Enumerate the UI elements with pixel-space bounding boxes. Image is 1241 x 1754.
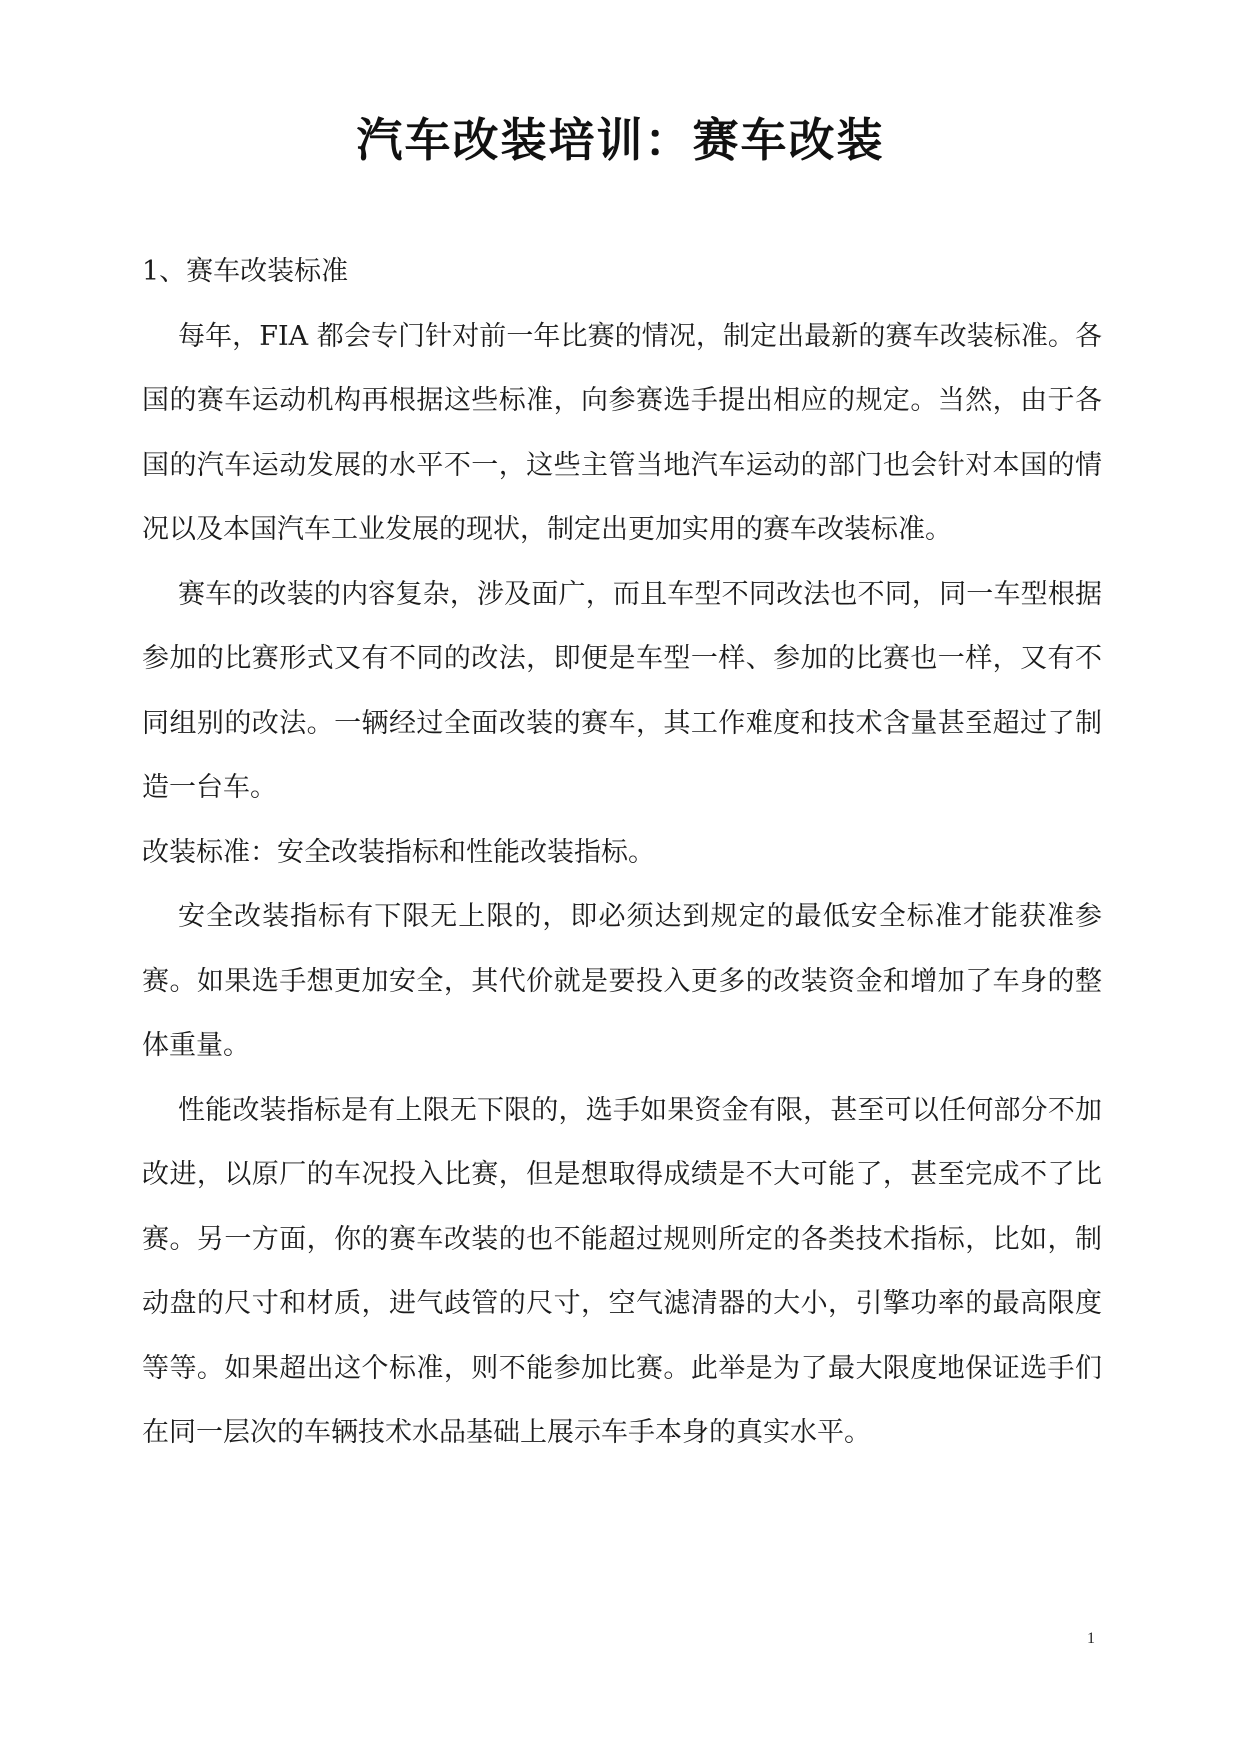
paragraph-standard-types: 改装标准：安全改装指标和性能改装指标。 <box>142 836 655 868</box>
page-number: 1 <box>1087 1630 1095 1647</box>
paragraph-fia-standards: 每年，FIA 都会专门针对前一年比赛的情况，制定出最新的赛车改装标准。各国的赛车运动机构再根据这些标准，向参赛选手提出相应的规定。当然，由于各国的汽车运动发展的水平不一，这些主管当地汽车运动的部门也会针对本国的情况以及本国汽车工业发展的现状，制定出更加实用的赛车改装标准。 <box>142 320 1102 545</box>
paragraph-modification-complexity: 赛车的改装的内容复杂，涉及面广，而且车型不同改法也不同，同一车型根据参加的比赛形式又有不同的改法，即便是车型一样、参加的比赛也一样，又有不同组别的改法。一辆经过全面改装的赛车，其工作难度和技术含量甚至超过了制造一台车。 <box>142 578 1102 803</box>
document-title: 汽车改装培训：赛车改装 <box>356 113 885 167</box>
document-body <box>142 240 1102 1466</box>
section-heading: 1、赛车改装标准 <box>142 256 349 287</box>
paragraph-performance-indicators: 性能改装指标是有上限无下限的，选手如果资金有限，甚至可以任何部分不加改进，以原厂的车况投入比赛，但是想取得成绩是不大可能了，甚至完成不了比赛。另一方面，你的赛车改装的也不能超过规则所定的各类技术指标，比如，制动盘的尺寸和材质，进气歧管的尺寸，空气滤清器的大小，引擎功率的最高限度等等。如果超出这个标准，则不能参加比赛。此举是为了最大限度地保证选手们在同一层次的车辆技术水品基础上展示车手本身的真实水平。 <box>142 1094 1102 1448</box>
paragraph-safety-indicators: 安全改装指标有下限无上限的，即必须达到规定的最低安全标准才能获准参赛。如果选手想更加安全，其代价就是要投入更多的改装资金和增加了车身的整体重量。 <box>142 901 1102 1061</box>
